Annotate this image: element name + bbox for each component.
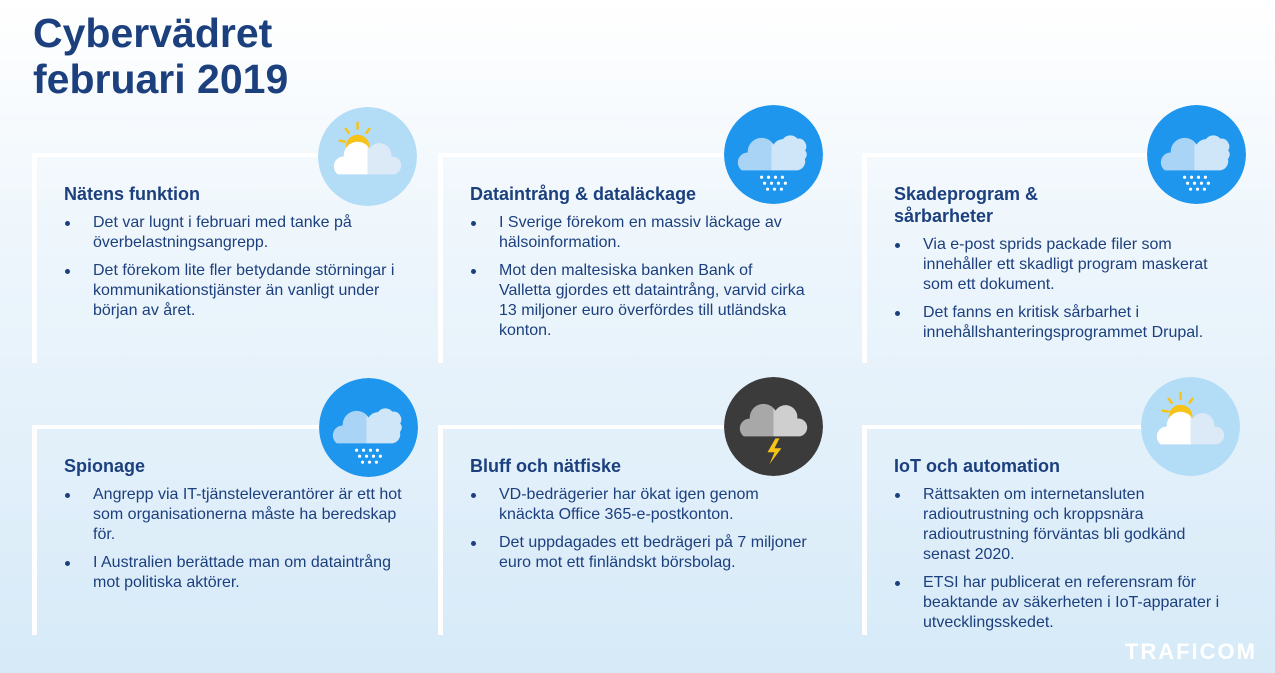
list-item-text: Rättsakten om internetansluten radioutrustning och kroppsnära radioutrustning förväntas bli godkänd senast 2020.	[923, 486, 1186, 563]
list-item-text: I Australien berättade man om dataintrång mot politiska aktörer.	[93, 554, 391, 591]
list-item-text: Angrepp via IT-tjänsteleverantörer är ett hot som organisationerna måste ha beredskap för.	[93, 486, 402, 543]
list-item	[64, 261, 402, 321]
thunderstorm-icon	[724, 377, 823, 476]
list-item-text: Det fanns en kritisk sårbarhet i innehållshanteringsprogrammet Drupal.	[923, 304, 1204, 341]
list-item	[894, 485, 1232, 565]
card-title-text: Skadeprogram & sårbarheter	[894, 184, 1039, 226]
bullet-list	[64, 485, 402, 601]
bullet-list	[470, 213, 808, 349]
bullet-list	[64, 213, 402, 329]
page-title-line2: februari 2019	[33, 56, 289, 102]
bullet-dot	[895, 581, 900, 586]
card-title: IoT och automation	[894, 456, 1060, 476]
bullet-dot	[65, 269, 70, 274]
rain-cloud-icon	[1147, 105, 1246, 204]
card-title	[894, 183, 1194, 227]
list-item	[470, 533, 808, 573]
partly-sunny-icon	[318, 107, 417, 206]
page-title-line1: Cybervädret	[33, 10, 273, 56]
list-item	[894, 573, 1232, 633]
list-item	[894, 303, 1232, 343]
bullet-dot	[895, 493, 900, 498]
bullet-dot	[65, 221, 70, 226]
list-item	[64, 213, 402, 253]
card-title: Spionage	[64, 456, 146, 476]
list-item-text: Det förekom lite fler betydande störningar i kommunikationstjänster än vanligt under början av året.	[93, 262, 395, 319]
card-title: Dataintrång & dataläckage	[470, 184, 697, 204]
partly-sunny-icon	[1141, 377, 1240, 476]
bullet-list	[894, 485, 1232, 641]
list-item	[470, 213, 808, 253]
list-item-text: Det uppdagades ett bedrägeri på 7 miljoner euro mot ett finländskt börsbolag.	[499, 534, 807, 571]
page-title	[33, 10, 288, 102]
bullet-list	[470, 485, 808, 581]
bullet-dot	[471, 269, 476, 274]
bullet-dot	[65, 561, 70, 566]
list-item-text: ETSI har publicerat en referensram för beaktande av säkerheten i IoT-apparater i utvecklingsskedet.	[923, 574, 1220, 631]
card-title: Bluff och nätfiske	[470, 456, 622, 476]
rain-cloud-icon	[724, 105, 823, 204]
list-item-text: Mot den maltesiska banken Bank of Valletta gjordes ett dataintrång, varvid cirka 13 miljoner euro överfördes till utländska konton.	[499, 262, 805, 339]
card-title: Nätens funktion	[64, 184, 201, 204]
list-item	[64, 485, 402, 545]
bullet-dot	[471, 221, 476, 226]
list-item	[64, 553, 402, 593]
bullet-dot	[895, 243, 900, 248]
list-item-text: VD-bedrägerier har ökat igen genom knäckta Office 365-e-postkonton.	[499, 486, 759, 523]
bullet-list	[894, 235, 1232, 351]
bullet-dot	[895, 311, 900, 316]
list-item	[894, 235, 1232, 295]
list-item	[470, 261, 808, 341]
bullet-dot	[471, 541, 476, 546]
list-item-text: Det var lugnt i februari med tanke på överbelastningsangrepp.	[93, 214, 352, 251]
list-item	[470, 485, 808, 525]
bullet-dot	[65, 493, 70, 498]
list-item-text: I Sverige förekom en massiv läckage av hälsoinformation.	[499, 214, 782, 251]
bullet-dot	[471, 493, 476, 498]
traficom-logo: TRAFICOM	[1124, 639, 1257, 664]
list-item-text: Via e-post sprids packade filer som innehåller ett skadligt program maskerat som ett dokument.	[923, 236, 1208, 293]
rain-cloud-icon	[319, 378, 418, 477]
